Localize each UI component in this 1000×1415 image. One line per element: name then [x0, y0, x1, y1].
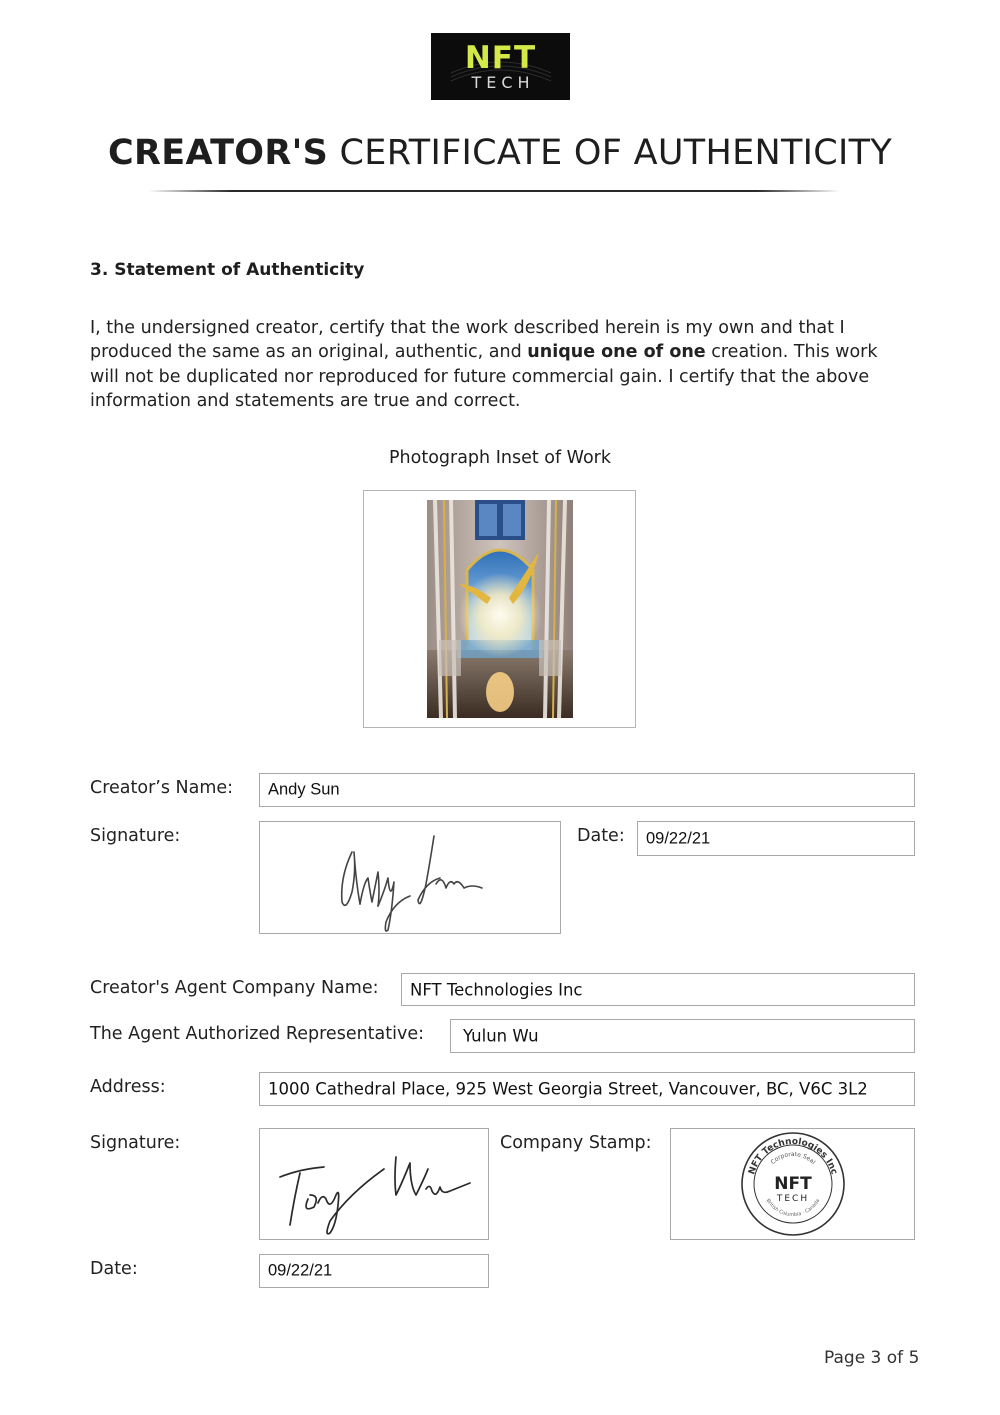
page-number: Page 3 of 5: [824, 1348, 920, 1368]
artwork-photo: [427, 500, 573, 718]
statement-text-2: creation. This work will not be duplicated nor reproduced for future commercial gain. I certify that the above information and statements are true and correct.: [90, 342, 878, 411]
creator-date-label: Date:: [577, 826, 625, 846]
creator-date-value: 09/22/21: [646, 829, 711, 847]
agent-date-value: 09/22/21: [268, 1261, 333, 1280]
company-stamp-box: [670, 1128, 915, 1240]
agent-signature-box[interactable]: [259, 1128, 489, 1240]
seal-bottom-text: British Columbia · Canada: [764, 1197, 822, 1219]
creator-date-field[interactable]: [637, 821, 915, 856]
creator-name-field[interactable]: [259, 773, 915, 807]
title-divider: [148, 190, 840, 192]
company-stamp-label: Company Stamp:: [500, 1133, 652, 1153]
creator-signature-label: Signature:: [90, 826, 181, 846]
address-field[interactable]: [259, 1072, 915, 1106]
seal-ring-text: NFT Technologies Inc: [747, 1136, 839, 1176]
agent-company-label: Creator's Agent Company Name:: [90, 978, 379, 998]
agent-rep-label: The Agent Authorized Representative:: [90, 1024, 425, 1044]
logo-nft-text: NFT: [464, 40, 537, 76]
section-heading: 3. Statement of Authenticity: [90, 260, 365, 280]
corporate-seal: [671, 1129, 914, 1239]
photo-caption: Photograph Inset of Work: [388, 448, 611, 468]
statement-bold: unique one of one: [527, 342, 706, 363]
agent-company-value: NFT Technologies Inc: [410, 980, 583, 999]
address-value: 1000 Cathedral Place, 925 West Georgia Street, Vancouver, BC, V6C 3L2: [268, 1079, 868, 1099]
creator-name-value: Andy Sun: [268, 780, 340, 799]
agent-signature: [260, 1129, 488, 1239]
agent-company-field[interactable]: [401, 973, 915, 1006]
agent-rep-value: Yulun Wu: [463, 1026, 539, 1046]
statement-text-1: I, the undersigned creator, certify that the work described herein is my own and that I produced the same as an original, authentic, and: [90, 318, 845, 363]
page-title: [0, 130, 1000, 176]
agent-date-label: Date:: [90, 1259, 138, 1279]
seal-inner-text: Corporate Seal: [769, 1150, 817, 1166]
nft-tech-logo: [431, 33, 570, 100]
creator-name-label: Creator’s Name:: [90, 778, 234, 798]
seal-center-nft: NFT: [774, 1174, 812, 1194]
address-label: Address:: [90, 1077, 166, 1097]
agent-rep-field[interactable]: [450, 1019, 915, 1053]
creator-signature: [260, 822, 560, 933]
creator-signature-box[interactable]: [259, 821, 561, 934]
agent-date-field[interactable]: [259, 1254, 489, 1288]
agent-signature-label: Signature:: [90, 1133, 181, 1153]
title-rest: CERTIFICATE OF AUTHENTICITY: [328, 133, 892, 173]
logo-tech-text: TECH: [471, 73, 535, 92]
title-bold: CREATOR'S: [108, 133, 329, 173]
seal-center-tech: TECH: [776, 1194, 810, 1204]
statement-paragraph: [90, 316, 910, 413]
